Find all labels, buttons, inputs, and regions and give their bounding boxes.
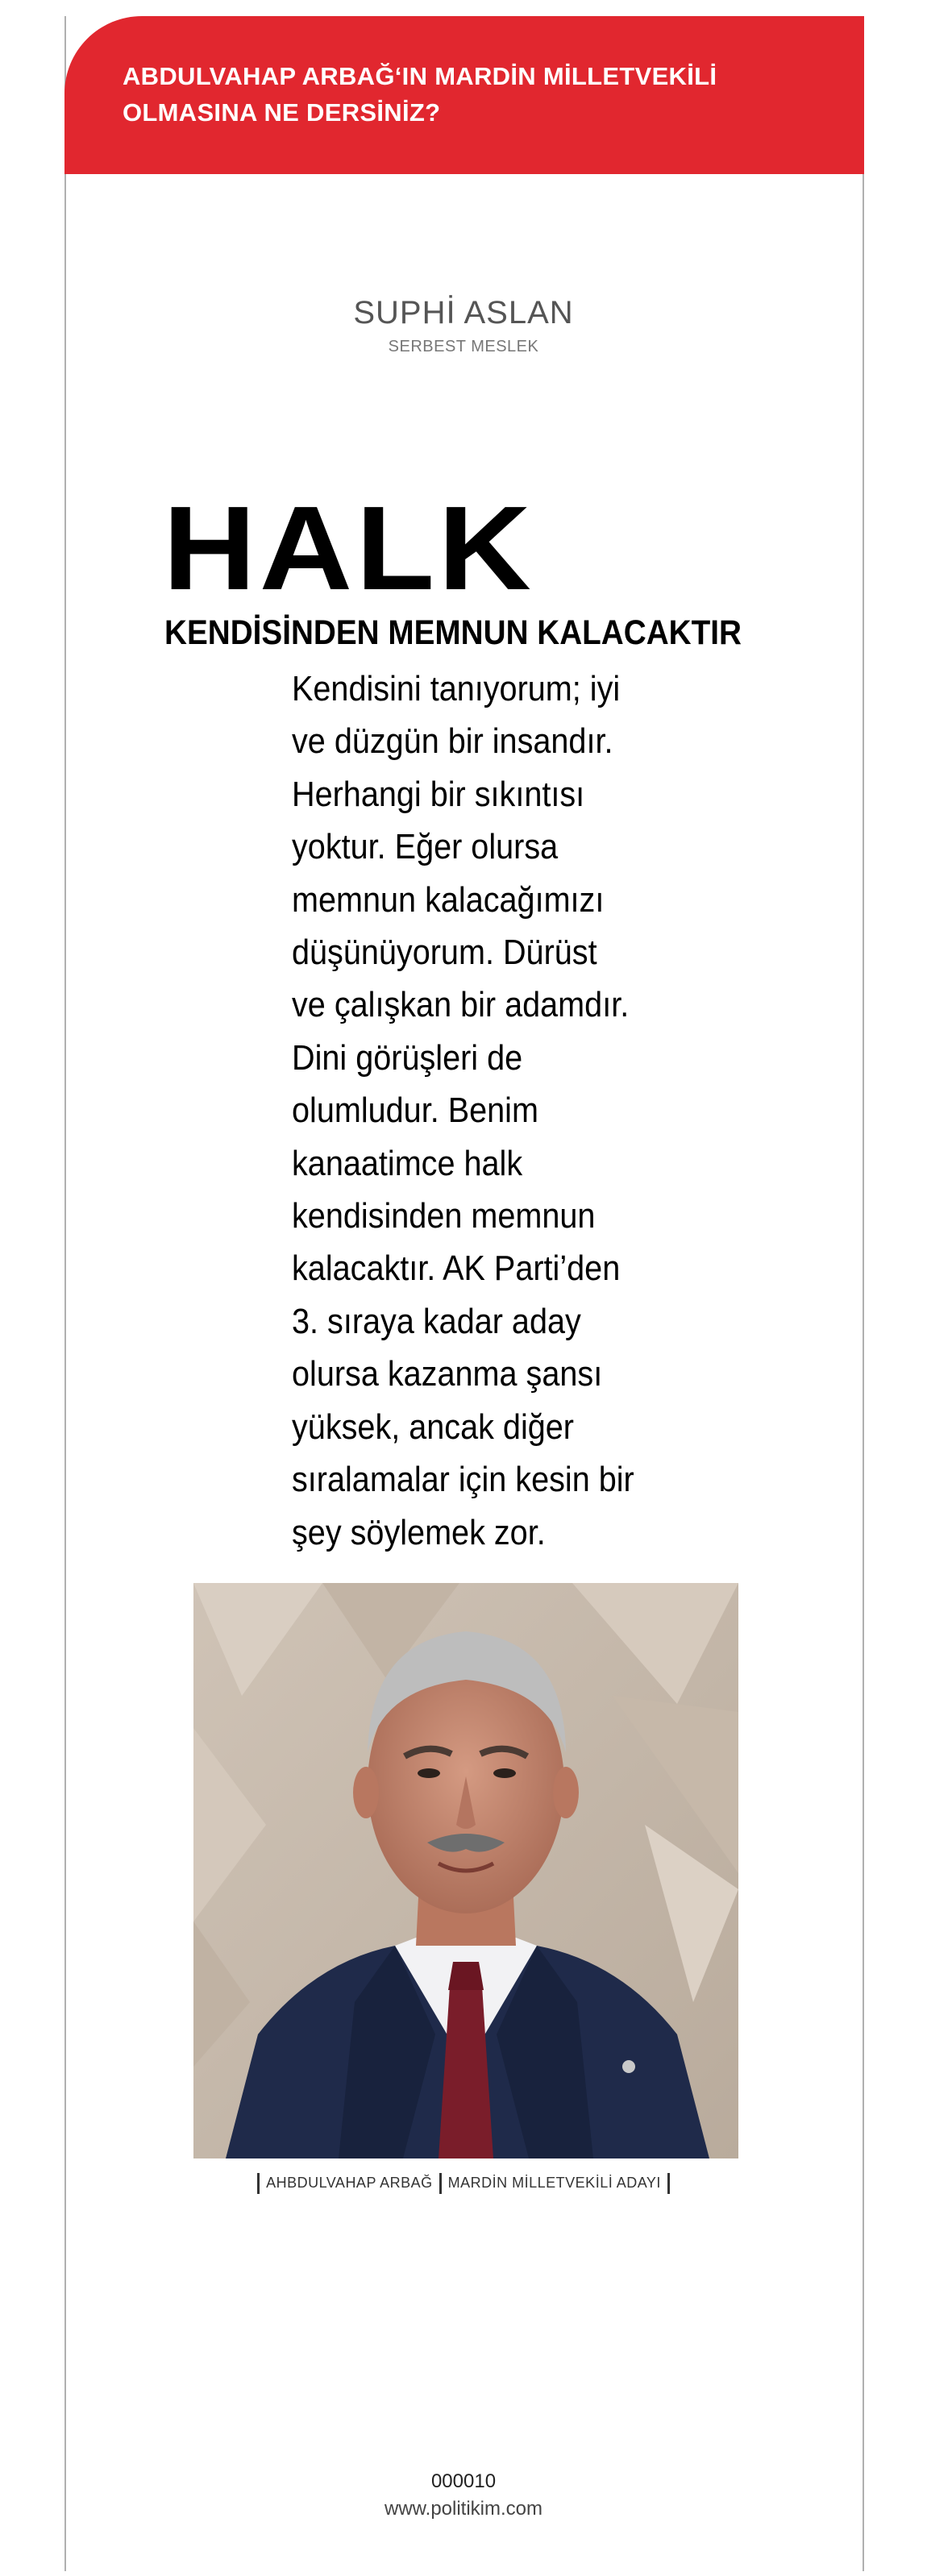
body-line: olursa kazanma şansı [292,1354,603,1394]
caption-separator [439,2173,442,2194]
caption-separator [257,2173,260,2194]
body-line: 3. sıraya kadar aday [292,1301,581,1341]
headline: HALK [163,482,535,615]
survey-question-line-2: OLMASINA NE DERSİNİZ? [123,98,441,127]
author-block [0,295,927,356]
body-line: kalacaktır. AK Parti’den [292,1249,621,1289]
body-line: Herhangi bir sıkıntısı [292,774,585,814]
caption-name: AHBDULVAHAP ARBAĞ [266,2174,433,2191]
survey-question-line-1: ABDULVAHAP ARBAĞ‘IN MARDİN MİLLETVEKİLİ [123,62,717,90]
page-number: 000010 [430,2470,497,2492]
body-line: kendisinden memnun [292,1196,596,1236]
body-line: Dini görüşleri de [292,1037,523,1078]
header-banner [64,16,864,174]
site-url-link[interactable]: www.politikim.com [384,2498,543,2520]
author-name: SUPHİ ASLAN [353,295,574,330]
body-line: sıralamalar için kesin bir [292,1460,634,1500]
candidate-portrait-photo [193,1583,738,2158]
body-line: şey söylemek zor. [292,1512,546,1552]
survey-question [123,58,832,131]
body-line: düşünüyorum. Dürüst [292,933,597,973]
body-line: ve düzgün bir insandır. [292,721,613,762]
body-line: olumludur. Benim [292,1091,538,1131]
body-line: yoktur. Eğer olursa [292,827,559,867]
caption-separator [667,2173,670,2194]
caption-title: MARDİN MİLLETVEKİLİ ADAYI [447,2174,661,2191]
subheadline: KENDİSİNDEN MEMNUN KALACAKTIR [164,613,742,652]
body-line: Kendisini tanıyorum; iyi [292,669,621,708]
body-line: ve çalışkan bir adamdır. [292,985,630,1025]
author-role: SERBEST MESLEK [388,338,539,355]
article-body [292,663,633,1559]
body-line: memnun kalacağımızı [292,879,605,920]
page-footer [0,2468,927,2523]
photo-caption [0,2173,927,2194]
body-line: kanaatimce halk [292,1143,523,1183]
body-line: yüksek, ancak diğer [292,1406,574,1447]
